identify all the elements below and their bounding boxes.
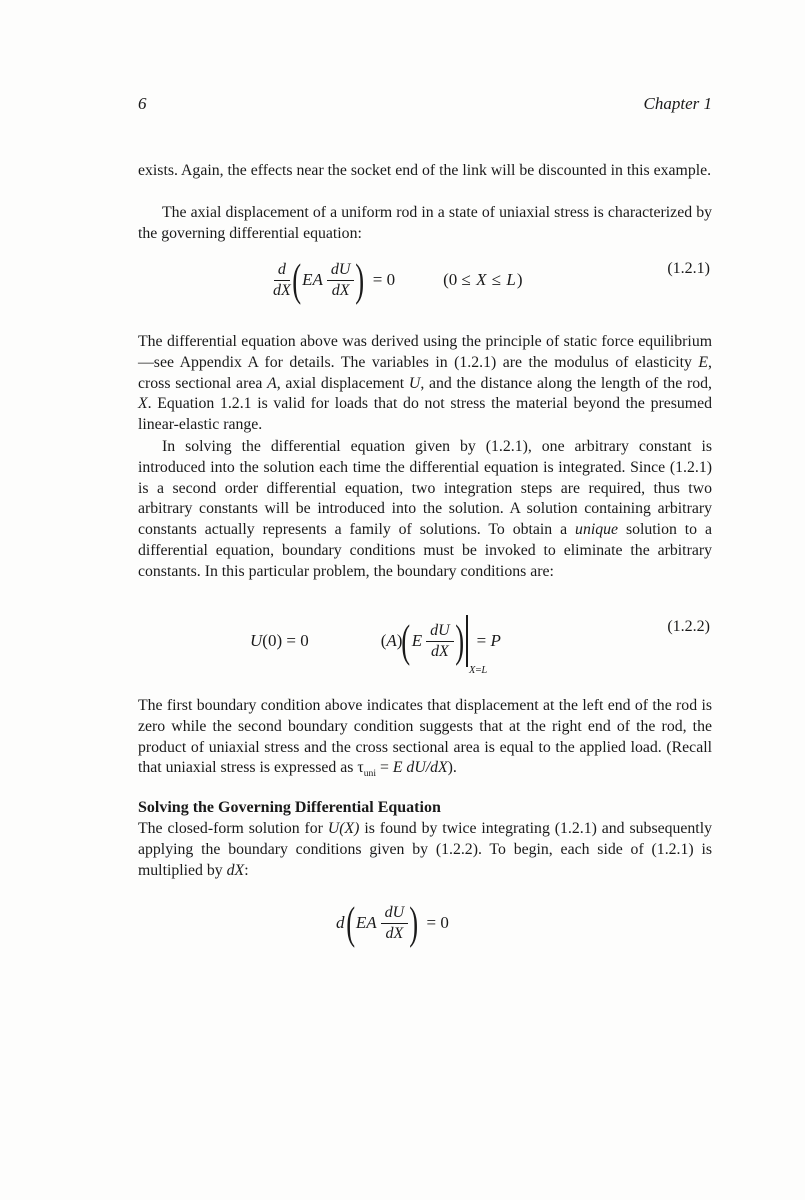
fraction-numerator: d (274, 262, 290, 281)
fraction-numerator: dU (426, 623, 454, 642)
fraction-denominator: dX (431, 642, 449, 660)
open-paren: ( (292, 254, 301, 305)
equation-number-122: (1.2.2) (667, 618, 710, 635)
paragraph-solving-constants: In solving the differential equation given by (1.2.1), one arbitrary constant is introduced into the solution each time the differential equation is integrated. Since (1.2.1) is a second order differential equation, two integration steps are required, thus two arbitrary constants will be introduced into the solution. A solution containing arbitrary constants actually represents a family of solutions. To obtain a unique solution to a differential equation, boundary conditions must be invoked to eliminate the arbitrary constants. In this particular problem, the boundary conditions are: (138, 438, 712, 580)
open-paren: ( (401, 615, 411, 666)
equals-zero: = 0 (426, 913, 449, 932)
evaluation-bar (466, 615, 488, 676)
derivative-fraction (381, 905, 409, 942)
boundary-condition-1: U(0) = 0 (250, 631, 309, 650)
equation-multiplied-dx (334, 897, 449, 948)
paragraph-boundary-explanation: The first boundary condition above indicates that displacement at the left end of the rod is zero while the second boundary condition suggests that at the right end of the rod, the product of uniaxial stress and the cross sectional area is equal to the applied load. (Recall that uniaxial stress is expressed as $\tau_{uni} = E$ dU/dX). (138, 697, 712, 780)
equation-1-2-1 (271, 254, 523, 305)
coefficient-EA: EA (302, 270, 323, 289)
coefficient-EA: EA (355, 913, 377, 932)
evaluation-subscript: X=L (469, 665, 488, 676)
fraction-denominator: dX (331, 281, 350, 299)
fraction-denominator: dX (273, 281, 291, 299)
inner-derivative-fraction (327, 262, 355, 299)
differential-d: d (336, 913, 345, 932)
fraction-numerator: dU (381, 905, 409, 924)
equation-number-121: (1.2.1) (667, 260, 710, 277)
paragraph-continuation: exists. Again, the effects near the socket end of the link will be discounted in this example. (138, 162, 712, 179)
close-paren: ) (355, 254, 365, 305)
open-paren: ( (345, 897, 355, 948)
equals-zero: = 0 (372, 270, 396, 289)
fraction-numerator: dU (327, 262, 355, 281)
area-term: (A) (380, 631, 403, 650)
page-number: 6 (138, 94, 147, 113)
equals-P: = P (476, 631, 501, 650)
equation-1-2-2 (250, 615, 501, 676)
close-paren: ) (409, 897, 419, 948)
domain-constraint: (0 ≤ X ≤ L) (443, 270, 523, 289)
paragraph-axial-displacement: The axial displacement of a uniform rod in a state of uniaxial stress is characterized by the governing differential equation: (138, 204, 712, 242)
page-header (138, 94, 712, 114)
modulus-E: E (411, 631, 423, 650)
section-heading: Solving the Governing Differential Equation (138, 799, 441, 816)
derivative-fraction (426, 623, 454, 660)
running-head: Chapter 1 (643, 94, 712, 113)
paragraph-derivation-note: The differential equation above was derived using the principle of static force equilibrium—see Appendix A for details. The variables in (1.2.1) are the modulus of elasticity E, cross sectional area A, axial displacement U, and the distance along the length of the rod, X. Equation 1.2.1 is valid for loads that do not stress the material beyond the presumed linear-elastic range. (138, 333, 712, 434)
close-paren: ) (454, 615, 464, 666)
outer-derivative-fraction (273, 262, 291, 299)
fraction-denominator: dX (385, 924, 404, 942)
paragraph-closed-form: The closed-form solution for U(X) is found by twice integrating (1.2.1) and subsequently applying the boundary conditions given by (1.2.2). To begin, each side of (1.2.1) is multiplied by dX: (138, 820, 712, 879)
